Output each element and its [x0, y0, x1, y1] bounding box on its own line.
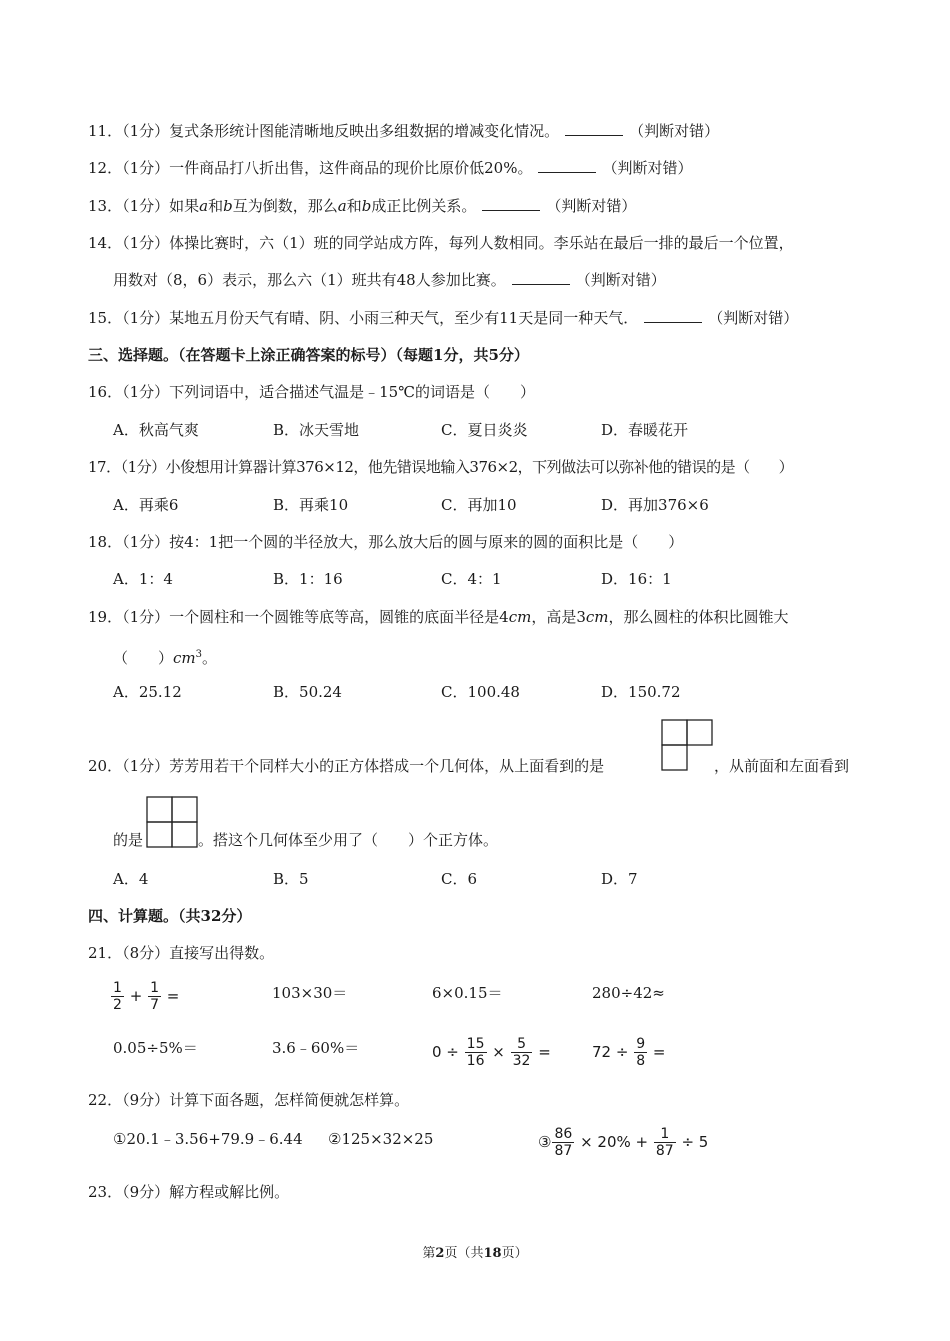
front-left-view-figure	[146, 796, 198, 848]
question-17	[88, 457, 793, 477]
q13-number: 13．	[88, 197, 123, 215]
q17-option-d[interactable]: D．再加376×6	[601, 496, 709, 514]
question-20-line-2	[113, 830, 143, 850]
q22-calc-3-post: ÷ 5	[681, 1133, 709, 1151]
calc-7-num-2: 5	[511, 1036, 533, 1053]
footer-pre: 第	[422, 1246, 436, 1261]
q17-option-a[interactable]: A．再乘6	[113, 496, 179, 514]
q20-text: （1分）芳芳用若干个同样大小的正方体搭成一个几何体，从上面看到的是	[122, 757, 605, 775]
q17-text: （1分）小俊想用计算器计算376×12，他先错误地输入376×2，下列做法可以弥补他的错误的是（ ）	[120, 458, 794, 476]
q22-calc-3-frac-1	[552, 1126, 574, 1159]
q11-tail: （判断对错）	[629, 122, 720, 140]
q13-answer-blank[interactable]	[482, 196, 540, 211]
q19-number: 19．	[88, 608, 123, 626]
question-14-line-1	[88, 233, 794, 253]
q14-text-line2: 用数对（8，6）表示，那么六（1）班共有48人参加比赛。	[113, 271, 506, 289]
front-view-cell-2	[172, 797, 197, 822]
calc-1-frac-2	[148, 980, 161, 1013]
calc-8-den: 8	[636, 1053, 646, 1069]
footer-post: 页）	[501, 1246, 528, 1261]
q11-text: （1分）复式条形统计图能清晰地反映出多组数据的增减变化情况。	[122, 122, 560, 140]
q13-tail: （判断对错）	[546, 197, 637, 215]
front-view-cell-1	[147, 797, 172, 822]
question-20-line-1	[88, 756, 604, 776]
calc-8-eq: =	[652, 1043, 666, 1061]
q18-text: （1分）按4：1把一个圆的半径放大，那么放大后的圆与原来的圆的面积比是（ ）	[122, 533, 684, 551]
q18-option-a[interactable]: A．1：4	[113, 570, 173, 588]
q19-option-c[interactable]: C．100.48	[441, 683, 520, 701]
q18-option-b[interactable]: B．1：16	[273, 570, 343, 588]
q15-number: 15．	[88, 309, 123, 327]
calc-7-frac-1	[465, 1036, 487, 1069]
q19-option-b[interactable]: B．50.24	[273, 683, 342, 701]
q19-unit-3: cm	[173, 649, 196, 667]
q17-number: 17．	[88, 458, 121, 476]
q12-number: 12．	[88, 159, 123, 177]
q20-text-line2-pre: 的是	[113, 831, 144, 849]
q13-text-mid3: 和	[346, 197, 362, 215]
calc-1-num-2: 1	[150, 980, 159, 996]
section-3-title: 三、选择题。（在答题卡上涂正确答案的标号）（每题1分，共5分）	[88, 346, 529, 364]
q13-var-a: a	[199, 197, 209, 215]
top-view-cell-1	[662, 720, 687, 745]
q13-text-pre: （1分）如果	[122, 197, 200, 215]
q17-option-b[interactable]: B．再乘10	[273, 496, 349, 514]
q16-text: （1分）下列词语中，适合描述气温是﹣15℃的词语是（ ）	[122, 383, 536, 401]
calc-1-op: +	[129, 987, 143, 1005]
q16-option-c[interactable]: C．夏日炎炎	[441, 421, 528, 439]
q14-tail: （判断对错）	[575, 271, 666, 289]
q18-number: 18．	[88, 533, 123, 551]
q20-option-a[interactable]: A．4	[113, 870, 149, 888]
q13-text-mid1: 和	[208, 197, 224, 215]
question-19-line-2	[113, 645, 217, 668]
q19-unit-1: cm	[508, 608, 532, 626]
q12-tail: （判断对错）	[602, 159, 693, 177]
footer-mid: 页（共	[444, 1246, 484, 1261]
q13-text-mid2: 互为倒数，那么	[232, 197, 338, 215]
front-view-cell-3	[147, 822, 172, 847]
q18-option-c[interactable]: C．4：1	[441, 570, 502, 588]
calc-8	[592, 1036, 666, 1069]
q19-text-post: ，那么圆柱的体积比圆锥大	[608, 608, 789, 626]
q22-number: 22．	[88, 1091, 123, 1109]
q23-number: 23．	[88, 1183, 123, 1201]
calc-7-num-1: 15	[466, 1036, 485, 1052]
question-15	[88, 308, 798, 328]
question-12	[88, 158, 693, 178]
q20-number: 20．	[88, 757, 123, 775]
question-18	[88, 532, 683, 552]
calc-8-frac	[634, 1036, 647, 1069]
q16-option-b[interactable]: B．冰天雪地	[273, 421, 360, 439]
q20-option-c[interactable]: C．6	[441, 870, 478, 888]
section-4-title: 四、计算题。（共32分）	[88, 907, 252, 925]
q14-text-line1: （1分）体操比赛时，六（1）班的同学站成方阵，每列人数相同。李乐站在最后一排的最后一个位置，	[122, 234, 794, 252]
q19-text-mid: ，高是3	[531, 608, 586, 626]
calc-8-num: 9	[636, 1036, 646, 1052]
q15-tail: （判断对错）	[708, 309, 799, 327]
question-20-line-1-tail: ，从前面和左面看到	[714, 757, 850, 775]
calc-5: 0.05÷5%＝	[113, 1039, 198, 1057]
calc-7	[432, 1036, 551, 1069]
question-13	[88, 196, 636, 216]
q22-calc-1: ①20.1﹣3.56+79.9﹣6.44	[113, 1130, 303, 1148]
q15-text: （1分）某地五月份天气有晴、阴、小雨三种天气，至少有11天是同一种天气．	[122, 309, 639, 327]
question-14-line-2	[113, 270, 666, 290]
q12-answer-blank[interactable]	[538, 158, 596, 173]
q22-calc-3-num-2: 1	[654, 1126, 676, 1143]
calc-1-den-2: 7	[150, 997, 159, 1013]
q22-calc-3-den-2: 87	[655, 1143, 674, 1159]
q19-paren: （ ）	[113, 649, 174, 667]
q22-calc-3	[538, 1126, 708, 1159]
q22-calc-3-num-1: 86	[554, 1126, 573, 1142]
front-view-cell-4	[172, 822, 197, 847]
q20-text-line2-post: 。搭这个几何体至少用了（ ）个正方体。	[198, 831, 499, 849]
q13-var-a2: a	[337, 197, 347, 215]
q19-exponent: 3	[195, 649, 203, 660]
q22-calc-3-mid: × 20% +	[580, 1133, 649, 1151]
q22-text: （9分）计算下面各题，怎样简便就怎样算。	[122, 1091, 410, 1109]
calc-7-eq: =	[538, 1043, 551, 1061]
calc-1	[110, 980, 179, 1013]
question-19-line-1	[88, 607, 789, 627]
q19-text-pre: （1分）一个圆柱和一个圆锥等底等高，圆锥的底面半径是4	[122, 608, 509, 626]
calc-7-pre: 0 ÷	[432, 1043, 459, 1061]
question-21	[88, 943, 274, 963]
q21-number: 21．	[88, 944, 123, 962]
top-view-cell-3	[662, 745, 687, 770]
top-view-cell-2	[687, 720, 712, 745]
calc-7-den-1: 16	[466, 1053, 485, 1069]
q20-option-d[interactable]: D．7	[601, 870, 638, 888]
q11-number: 11．	[88, 122, 123, 140]
q14-answer-blank[interactable]	[512, 270, 570, 285]
calc-7-frac-2	[511, 1036, 533, 1069]
q16-option-a[interactable]: A．秋高气爽	[113, 421, 199, 439]
calc-8-pre: 72 ÷	[592, 1043, 629, 1061]
calc-1-den-1: 2	[113, 997, 122, 1013]
q11-answer-blank[interactable]	[565, 121, 623, 136]
q19-option-a[interactable]: A．25.12	[113, 683, 182, 701]
question-16	[88, 382, 535, 402]
question-22	[88, 1090, 409, 1110]
footer-page-number: 2	[435, 1246, 445, 1261]
q23-text: （9分）解方程或解比例。	[122, 1183, 290, 1201]
q19-option-d[interactable]: D．150.72	[601, 683, 681, 701]
q22-calc-3-marker: ③	[538, 1133, 552, 1151]
question-23	[88, 1182, 289, 1202]
q19-period: 。	[202, 649, 218, 667]
calc-7-den-2: 32	[512, 1053, 531, 1069]
calc-3: 6×0.15＝	[432, 984, 503, 1002]
q20-option-b[interactable]: B．5	[273, 870, 309, 888]
calc-2: 103×30＝	[272, 984, 348, 1002]
footer-total-pages: 18	[483, 1246, 502, 1261]
q12-text: （1分）一件商品打八折出售，这件商品的现价比原价低20%。	[122, 159, 533, 177]
q22-calc-3-den-1: 87	[554, 1143, 573, 1159]
q19-unit-2: cm	[585, 608, 609, 626]
calc-4: 280÷42≈	[592, 984, 665, 1002]
q22-calc-2: ②125×32×25	[328, 1130, 434, 1148]
calc-1-eq: =	[166, 987, 180, 1005]
top-view-figure	[661, 719, 713, 771]
calc-7-op: ×	[492, 1043, 505, 1061]
q13-var-b: b	[223, 197, 233, 215]
question-11	[88, 121, 719, 141]
q16-number: 16．	[88, 383, 123, 401]
q17-option-c[interactable]: C．再加10	[441, 496, 517, 514]
q13-var-b2: b	[361, 197, 372, 215]
q16-option-d[interactable]: D．春暖花开	[601, 421, 689, 439]
q21-text: （8分）直接写出得数。	[122, 944, 275, 962]
q22-calc-3-frac-2	[654, 1126, 676, 1159]
q15-answer-blank[interactable]	[644, 308, 702, 323]
calc-6: 3.6﹣60%＝	[272, 1039, 360, 1057]
calc-1-frac-1	[111, 980, 124, 1013]
page-footer	[0, 1245, 950, 1263]
q13-text-post: 成正比例关系。	[371, 197, 477, 215]
q18-option-d[interactable]: D．16：1	[601, 570, 672, 588]
q14-number: 14．	[88, 234, 123, 252]
calc-1-num-1: 1	[113, 980, 122, 996]
